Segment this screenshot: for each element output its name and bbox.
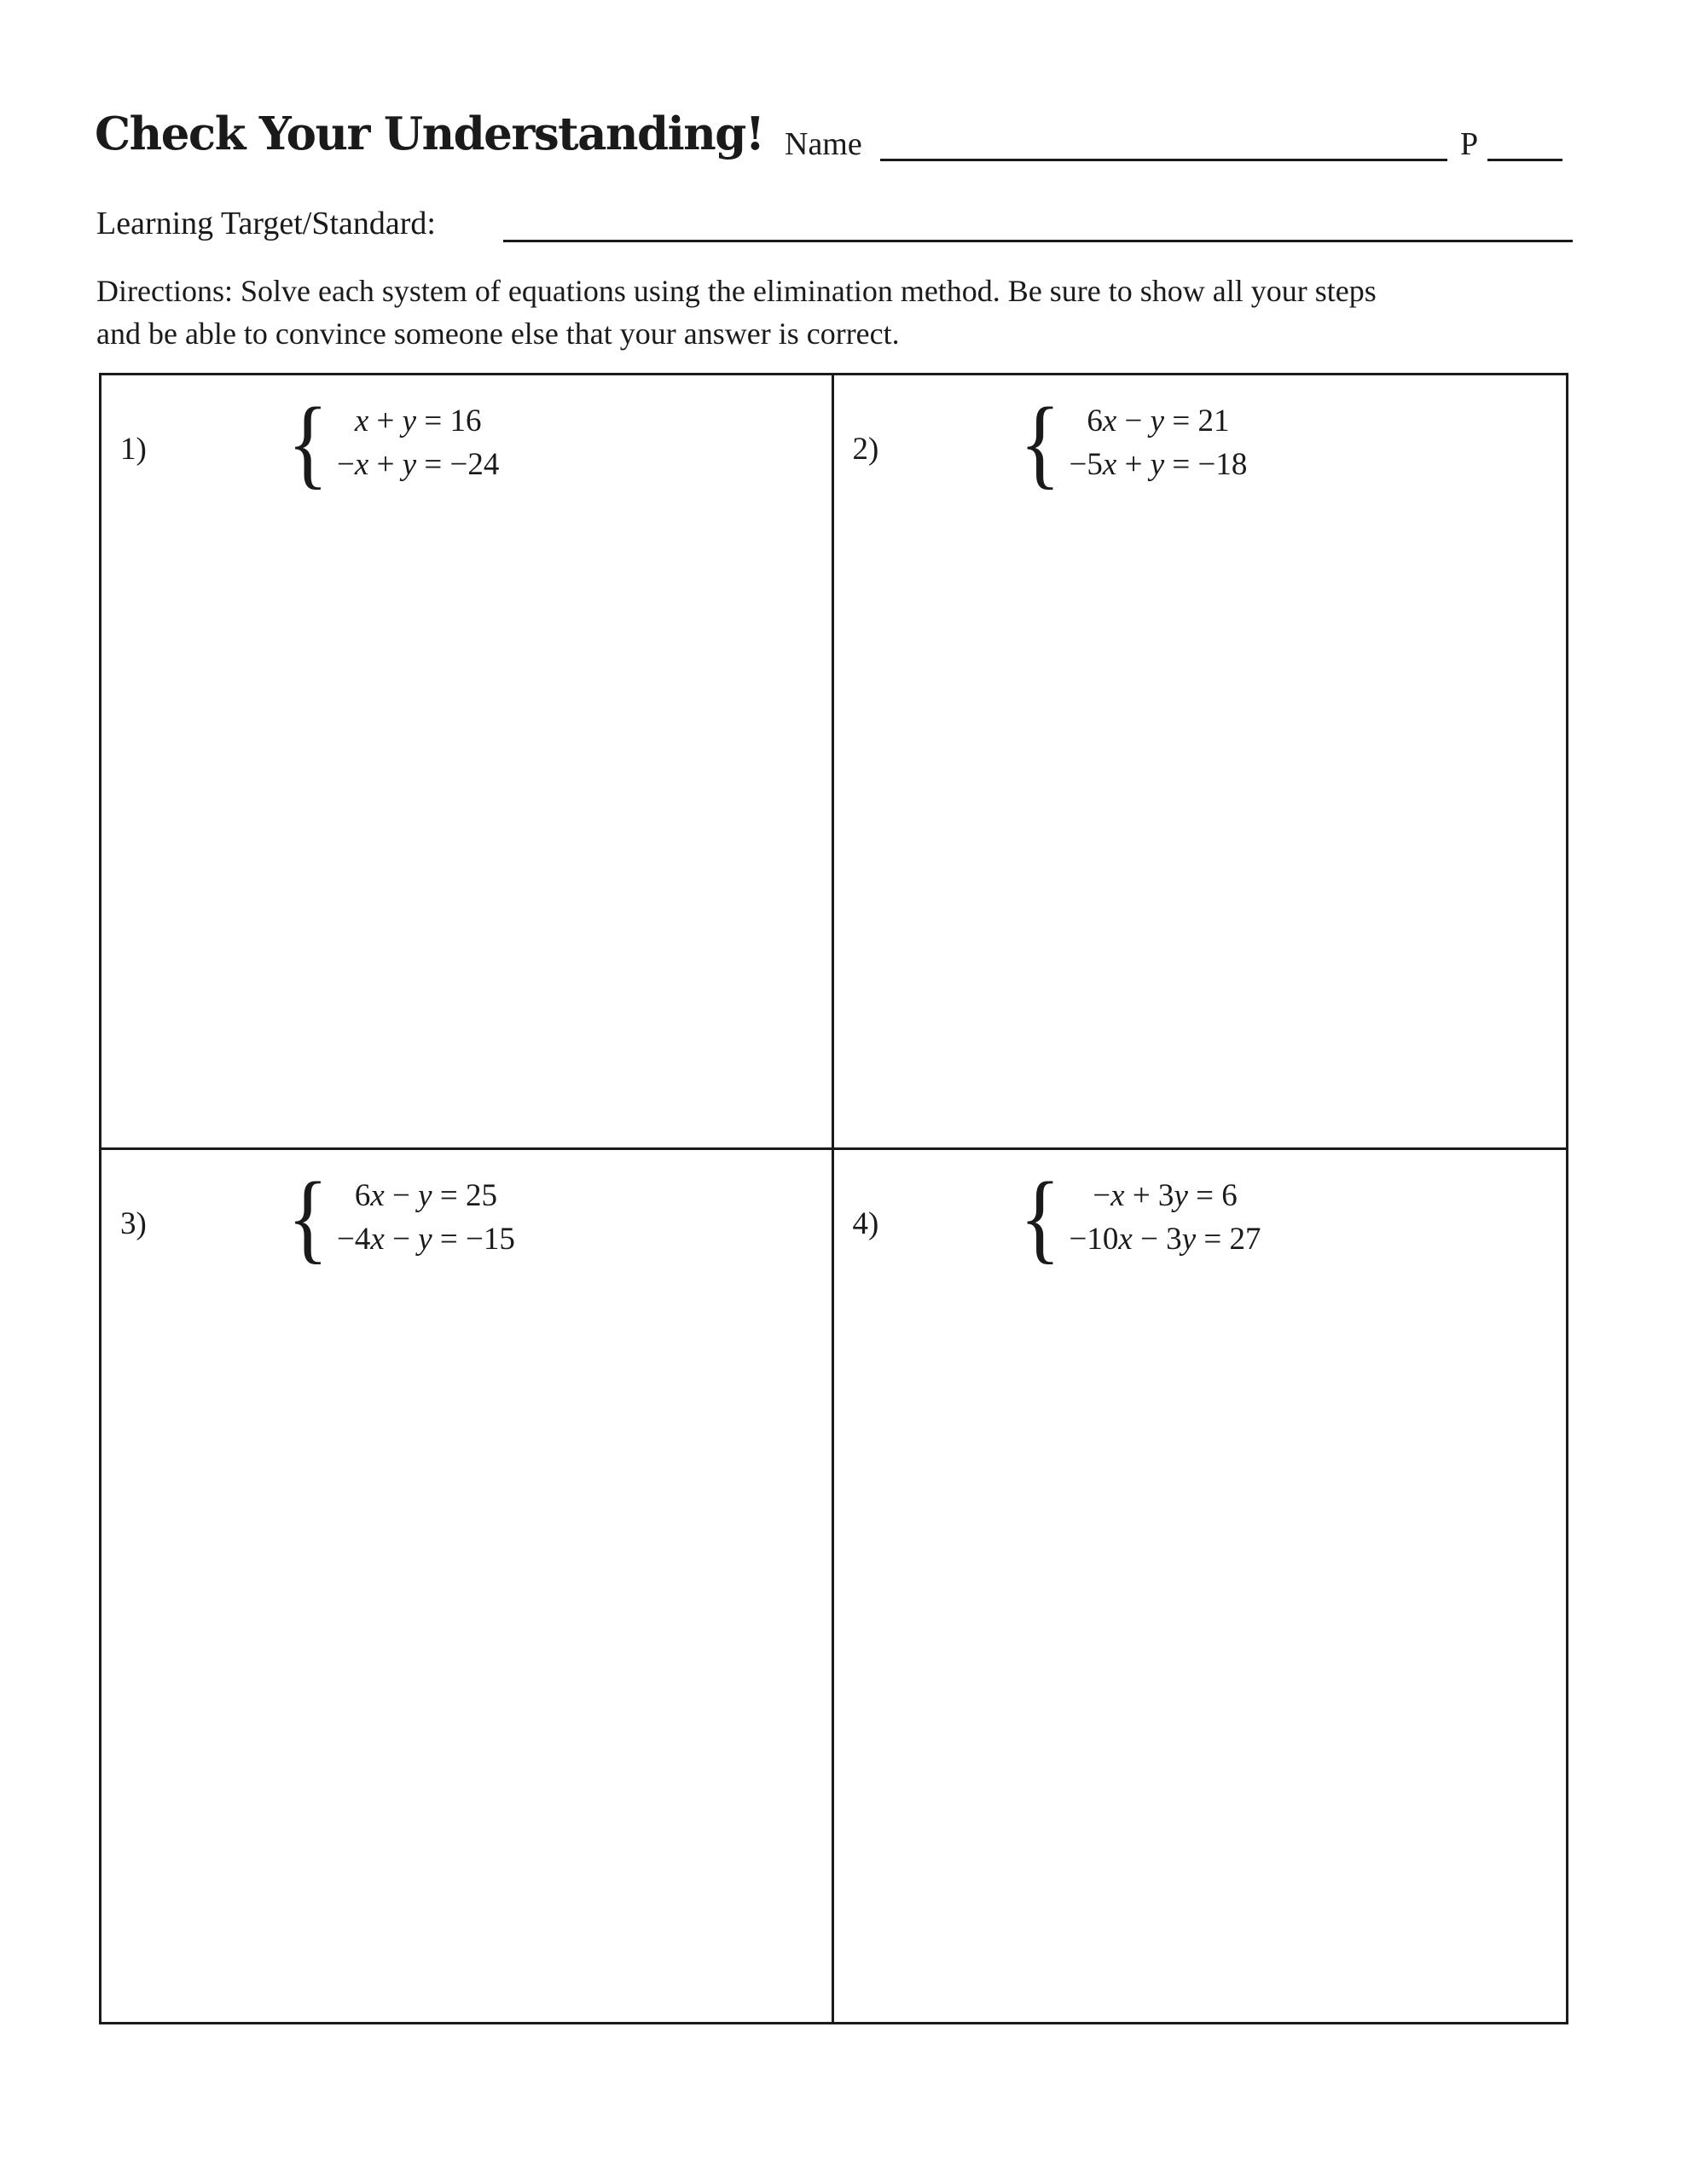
problem-cell-3 [101, 1150, 834, 2022]
problems-grid [99, 373, 1568, 2024]
equation-line: −4x − y = −15 [337, 1222, 515, 1257]
equation-system [1019, 386, 1248, 498]
equation-system [1019, 1160, 1261, 1273]
problem-number: 3) [120, 1206, 147, 1241]
equation-system [287, 1160, 515, 1273]
equation-line: −x + y = −24 [337, 447, 500, 482]
period-blank-line [1487, 159, 1562, 161]
name-blank-line [880, 159, 1447, 161]
learning-target-blank-line [503, 240, 1573, 242]
equation-line: −5x + y = −18 [1069, 447, 1248, 482]
equation-line: 6x − y = 21 [1087, 404, 1230, 439]
equation-line: −x + 3y = 6 [1093, 1178, 1238, 1213]
equation-line: x + y = 16 [354, 404, 482, 439]
equation-system [287, 386, 500, 498]
system-brace: { [1019, 1160, 1061, 1273]
problem-cell-4 [834, 1150, 1567, 2022]
equation-lines [1070, 1174, 1261, 1261]
directions-line-2: and be able to convince someone else that your answer is correct. [96, 317, 900, 351]
directions-text [96, 270, 1580, 355]
problem-number: 4) [852, 1206, 879, 1241]
equation-lines [337, 1174, 515, 1261]
learning-target-label: Learning Target/Standard: [96, 206, 436, 241]
period-label: P [1460, 126, 1479, 162]
system-brace: { [1019, 386, 1061, 498]
equation-lines [337, 399, 499, 486]
system-brace: { [287, 1160, 328, 1273]
name-label: Name [785, 126, 862, 162]
problem-cell-1 [101, 375, 834, 1150]
equation-lines [1070, 399, 1248, 486]
equation-line: 6x − y = 25 [354, 1178, 497, 1213]
problem-number: 1) [120, 432, 147, 467]
system-brace: { [287, 386, 328, 498]
equation-line: −10x − 3y = 27 [1069, 1222, 1261, 1257]
problem-number: 2) [852, 432, 879, 467]
page-title: Check Your Understanding! [95, 107, 764, 160]
problem-cell-2 [834, 375, 1567, 1150]
directions-line-1: Directions: Solve each system of equations using the elimination method. Be sure to show all your steps [96, 274, 1377, 308]
